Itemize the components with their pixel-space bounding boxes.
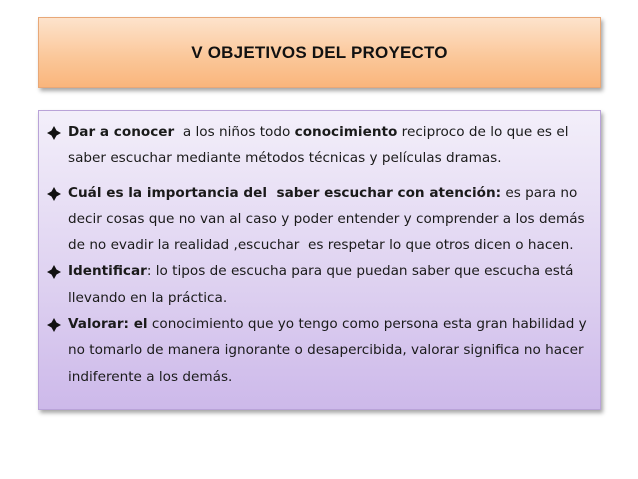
objective-text-2: reciproco de lo que es el saber escuchar mediante métodos técnicas y películas dramas. (68, 124, 569, 167)
objectives-box (38, 110, 601, 410)
objective-keyword: Valorar: el (68, 316, 148, 333)
diamond-bullet-icon (47, 126, 61, 140)
objective-item-identificar (45, 258, 590, 311)
title-box (38, 17, 601, 88)
objective-item-importancia (45, 180, 590, 259)
objective-text: a los niños todo (174, 124, 295, 140)
objective-text: conocimiento que yo tengo como persona esta gran habilidad y no tomarlo de manera ignorante o desapercibida, valorar significa no hacer indiferente a los demás. (68, 316, 587, 385)
objective-keyword: Cuál es la importancia del saber escuchar con atención: (68, 184, 502, 201)
diamond-bullet-icon (47, 187, 61, 201)
objective-text: : lo tipos de escucha para que puedan saber que escucha está llevando en la práctica. (68, 263, 574, 306)
objective-item-dar-a-conocer (45, 119, 590, 172)
objective-keyword: Dar a conocer (68, 124, 175, 140)
objective-text: es para no decir cosas que no van al caso y poder entender y comprender a los demás de no evadir la realidad ,escuchar es respetar lo que otros dicen o hacen. (68, 184, 589, 254)
objective-keyword: Identificar (68, 263, 147, 280)
diamond-bullet-icon (47, 318, 61, 332)
objectives-list (45, 119, 590, 390)
objective-item-valorar (45, 311, 590, 390)
objective-keyword-2: conocimiento (294, 124, 398, 140)
slide-title: V OBJETIVOS DEL PROYECTO (191, 42, 448, 62)
diamond-bullet-icon (47, 265, 61, 279)
